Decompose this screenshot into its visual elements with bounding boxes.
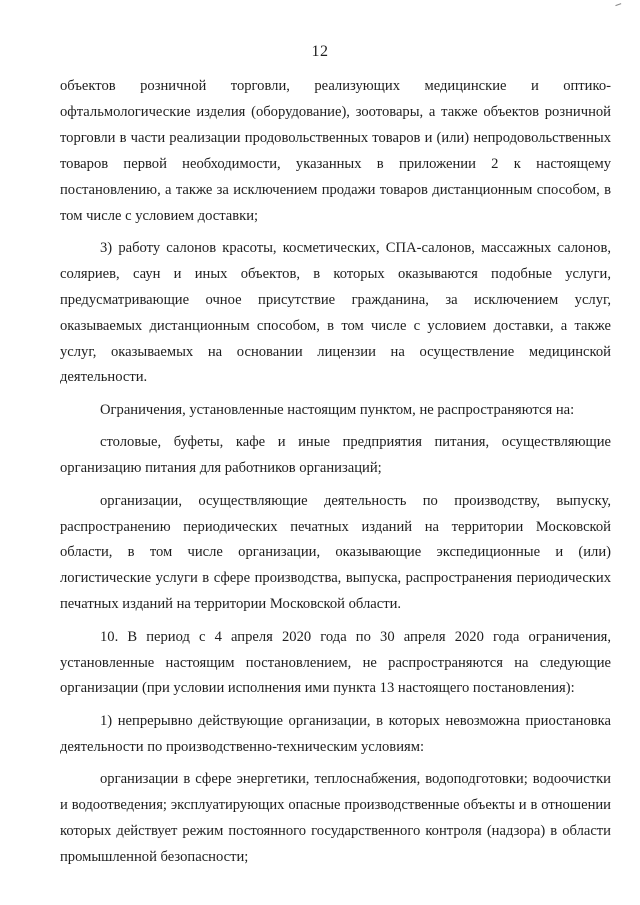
page-number: 12: [311, 43, 329, 60]
paragraph-item-10-period: 10. В период с 4 апреля 2020 года по 30 апреля 2020 года ограничения, установленные настоящим постановлением, не распространяются на следующие организации (при условии исполнения ими пункта 13 настоящего постановления):: [60, 628, 611, 697]
paragraph-canteens: столовые, буфеты, кафе и иные предприятия питания, осуществляющие организацию питания для работников организаций;: [60, 434, 611, 477]
scan-artifact-mark: [615, 3, 622, 10]
paragraph-item-3-beauty-salons: 3) работу салонов красоты, косметических, СПА-салонов, массажных салонов, соляриев, саун и иных объектов, в которых оказываются подобные услуги, предусматривающие очное присутствие гражданина, за исключением услуг, оказываемых дистанционным способом, в том числе с условием доставки, а также услуг, оказываемых на основании лицензии на осуществление медицинской деятельности.: [60, 239, 611, 386]
paragraph-item-1-continuous-organizations: 1) непрерывно действующие организации, в которых невозможна приостановка деятельности по производственно-техническим условиям:: [60, 712, 611, 755]
paragraph-restrictions-exceptions: Ограничения, установленные настоящим пунктом, не распространяются на:: [100, 401, 575, 418]
document-body: [60, 74, 611, 877]
paragraph-energy-organizations: организации в сфере энергетики, теплоснабжения, водоподготовки; водоочистки и водоотведения; эксплуатирующих опасные производственные объекты и в отношении которых действует режим постоянного государственного контроля (надзора) в области промышленной безопасности;: [60, 771, 611, 865]
paragraph-continuation-retail: объектов розничной торговли, реализующих медицинские и оптико-офтальмологические изделия (оборудование), зоотовары, а также объектов розничной торговли в части реализации продовольственных товаров и (или) непродовольственных товаров первой необходимости, указанных в приложении 2 к настоящему постановлению, а также за исключением продажи товаров дистанционным способом, в том числе с условием доставки;: [60, 78, 611, 224]
paragraph-periodicals: организации, осуществляющие деятельность по производству, выпуску, распространению периодических печатных изданий на территории Московской области, в том числе организации, оказывающие экспедиционные и (или) логистические услуги в сфере производства, выпуска, распространения периодических печатных изданий на территории Московской области.: [60, 492, 611, 613]
